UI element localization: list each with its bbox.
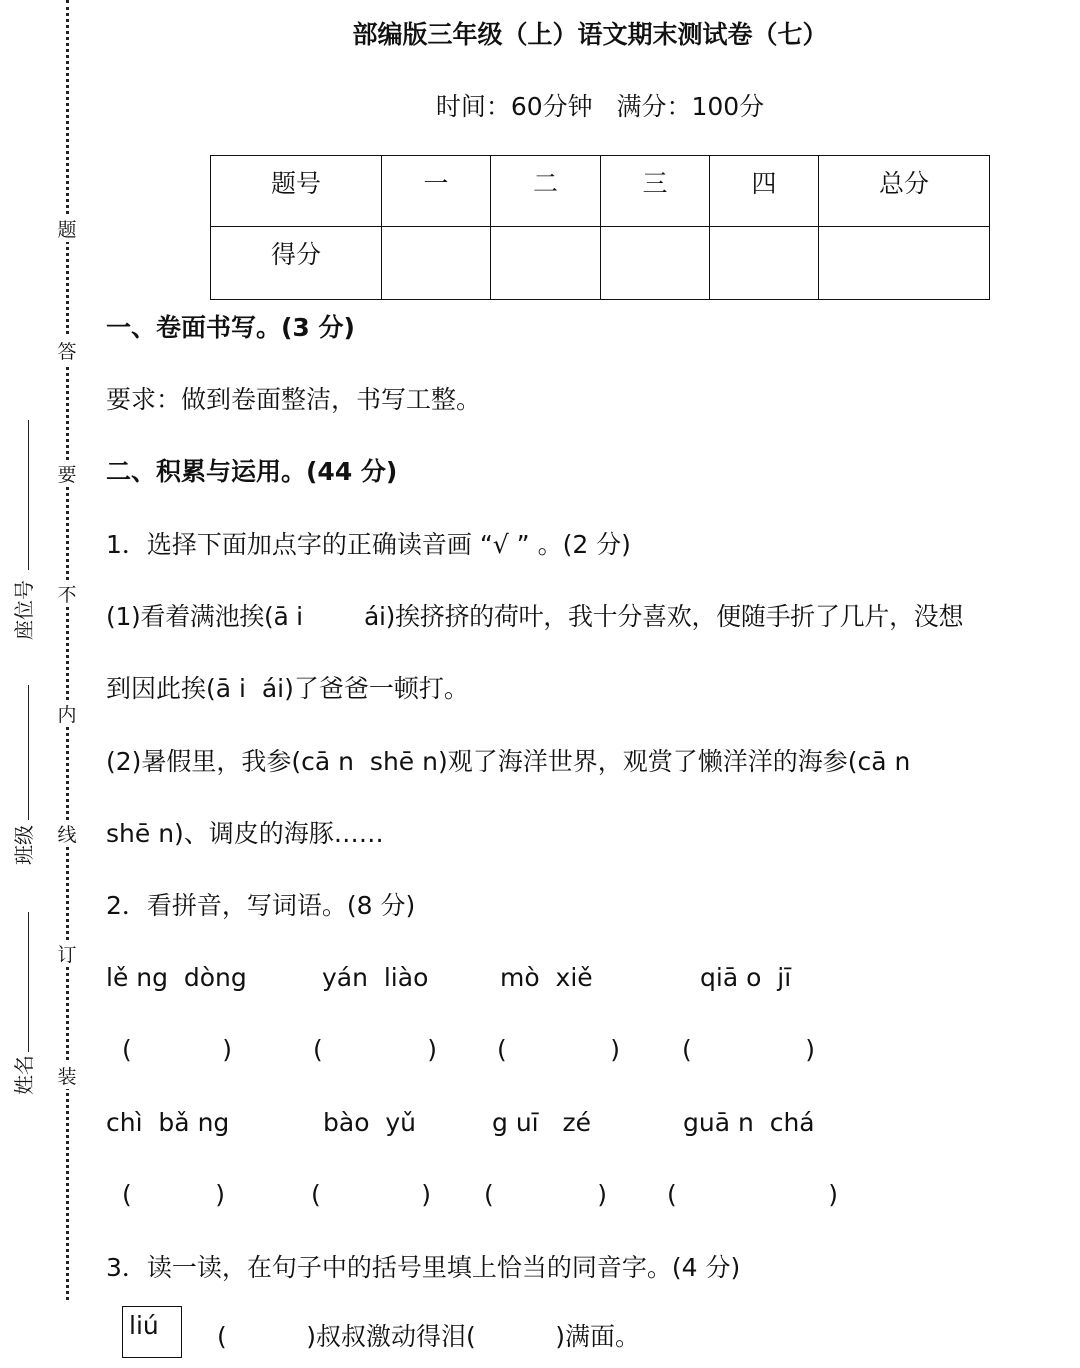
binding-char: 不 (56, 580, 78, 607)
header-cell: 一 (382, 156, 491, 227)
binding-char: 内 (56, 700, 78, 727)
binding-char: 订 (56, 940, 78, 967)
class-field[interactable] (28, 685, 29, 820)
answer-blank[interactable]: ( ) (313, 1035, 437, 1064)
page-title: 部编版三年级（上）语文期末测试卷（七） (352, 20, 828, 49)
row-label: 得分 (211, 227, 382, 300)
pinyin-box: liú (122, 1306, 182, 1358)
section-1-title: 一、卷面书写。(3 分) (106, 313, 355, 342)
header-cell: 二 (491, 156, 601, 227)
pinyin: chì bǎ ng (106, 1108, 230, 1137)
exam-info: 时间：60分钟 满分：100分 (435, 92, 765, 121)
seat-label: 座位号 (12, 580, 36, 640)
question-1: 1．选择下面加点字的正确读音画 “√ ” 。(2 分) (106, 530, 631, 559)
pinyin: mò xiě (500, 963, 593, 992)
score-table (210, 155, 990, 300)
question-1-part-1: (1)看着满池挨(ā i ái)挨挤挤的荷叶，我十分喜欢，便随手折了几片，没想 (106, 602, 964, 631)
answer-blank[interactable]: ( ) (682, 1035, 815, 1064)
answer-blank[interactable]: ( ) (122, 1180, 225, 1209)
question-2: 2．看拼音，写词语。(8 分) (106, 891, 416, 920)
score-cell[interactable] (491, 227, 601, 300)
header-cell: 三 (601, 156, 710, 227)
pinyin: yán liào (322, 963, 429, 992)
binding-char: 要 (56, 460, 78, 487)
section-1-requirement: 要求：做到卷面整洁，书写工整。 (106, 385, 482, 414)
score-cell[interactable] (382, 227, 491, 300)
pinyin: guā n chá (683, 1108, 815, 1137)
seat-field[interactable] (28, 420, 29, 570)
header-cell: 题号 (211, 156, 382, 227)
section-2-title: 二、积累与运用。(44 分) (106, 457, 398, 486)
score-cell[interactable] (819, 227, 990, 300)
binding-dotted-line (66, 0, 69, 1300)
pinyin: lě ng dòng (106, 963, 247, 992)
binding-char: 装 (56, 1062, 78, 1089)
question-1-part-2-cont: shē n)、调皮的海豚…… (106, 819, 384, 848)
binding-char: 答 (56, 337, 78, 364)
score-cell[interactable] (710, 227, 819, 300)
answer-blank[interactable]: ( ) (667, 1180, 838, 1209)
answer-blank[interactable]: ( ) (122, 1035, 232, 1064)
question-3: 3．读一读，在句子中的括号里填上恰当的同音字。(4 分) (106, 1253, 741, 1282)
header-cell: 四 (710, 156, 819, 227)
name-field[interactable] (28, 912, 29, 1052)
pinyin: qiā o jī (700, 963, 792, 992)
pinyin: bào yǔ (323, 1108, 417, 1137)
question-3-sentence: ( )叔叔激动得泪( )满面。 (217, 1322, 640, 1351)
name-label: 姓名 (12, 1055, 36, 1095)
class-label: 班级 (12, 825, 36, 865)
question-1-part-2: (2)暑假里，我参(cā n shē n)观了海洋世界，观赏了懒洋洋的海参(cā n (106, 747, 911, 776)
binding-char: 线 (56, 820, 78, 847)
answer-blank[interactable]: ( ) (311, 1180, 431, 1209)
score-cell[interactable] (601, 227, 710, 300)
answer-blank[interactable]: ( ) (497, 1035, 620, 1064)
pinyin: g uī zé (492, 1108, 591, 1137)
header-cell: 总分 (819, 156, 990, 227)
answer-blank[interactable]: ( ) (484, 1180, 607, 1209)
binding-char: 题 (56, 215, 78, 242)
question-1-part-1-cont: 到因此挨(ā i ái)了爸爸一顿打。 (106, 674, 469, 703)
